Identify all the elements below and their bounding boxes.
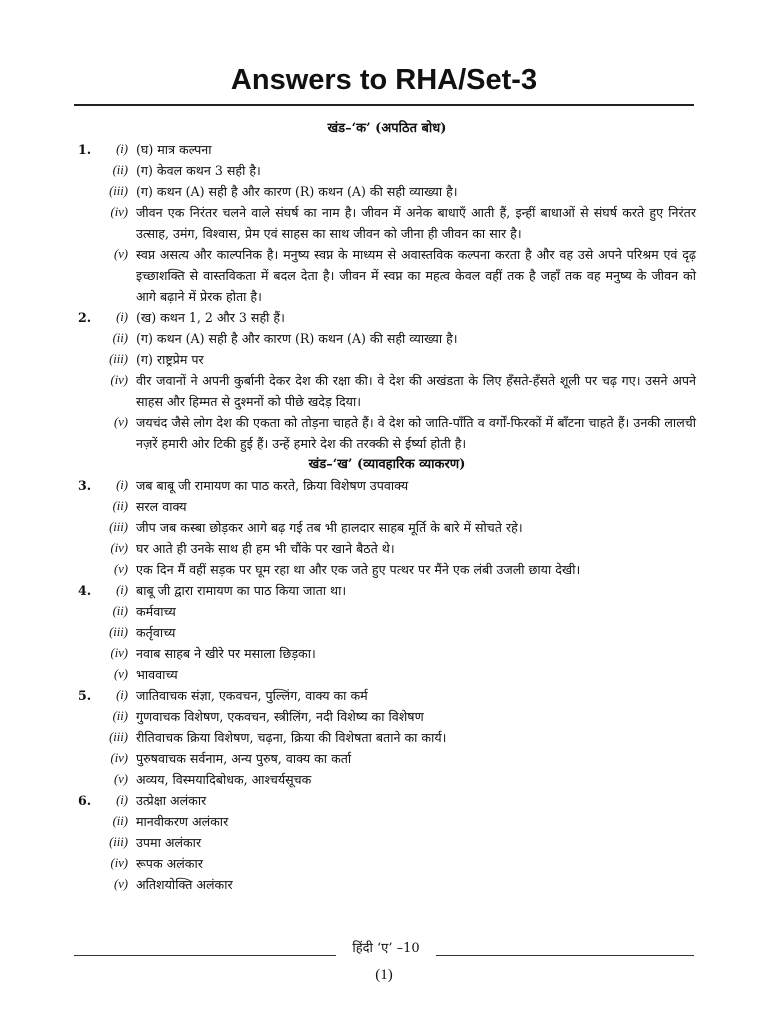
answer-item	[78, 559, 696, 580]
answer-item	[78, 328, 696, 349]
answer-number: (iv)	[110, 751, 128, 765]
answer-item	[78, 832, 696, 853]
question-number	[78, 748, 98, 769]
answer-item	[78, 685, 696, 706]
answer-text: जयचंद जैसे लोग देश की एकता को तोड़ना चाहते हैं। वे देश को जाति-पाँति व वर्गों-फिरकों में बाँटना चाहते हैं। उनकी लालची नज़रें हमारी ओर टिकी हुई हैं। उन्हें हमारे देश की तरक्की से ईर्ष्या होती है।	[136, 415, 696, 451]
question-number	[78, 811, 98, 832]
answer-number: (v)	[114, 667, 128, 681]
question-number	[78, 601, 98, 622]
answer-item	[78, 622, 696, 643]
answer-text: (घ) मात्र कल्पना	[136, 142, 212, 157]
footer-rule-right	[436, 955, 694, 956]
answer-number: (v)	[114, 772, 128, 786]
answer-item	[78, 139, 696, 160]
answer-text: अव्यय, विस्मयादिबोधक, आश्चर्यसूचक	[136, 772, 312, 787]
answer-text: जीप जब कस्बा छोड़कर आगे बढ़ गई तब भी हालदार साहब मूर्ति के बारे में सोचते रहे।	[136, 520, 523, 535]
answer-number: (i)	[116, 688, 128, 702]
answer-number: (i)	[116, 793, 128, 807]
page-number: (1)	[375, 967, 393, 983]
answer-text: (ख) कथन 1, 2 और 3 सही हैं।	[136, 310, 285, 325]
answer-number: (iv)	[110, 205, 128, 219]
footer-rule-left	[74, 955, 336, 956]
section-heading: खंड–‘ख’ (व्यावहारिक व्याकरण)	[308, 457, 466, 472]
question-number	[78, 517, 98, 538]
answer-item	[78, 748, 696, 769]
question-number	[78, 496, 98, 517]
answer-number: (ii)	[112, 331, 128, 345]
answer-item	[78, 349, 696, 370]
answer-text: घर आते ही उनके साथ ही हम भी चौंके पर खाने बैठते थे।	[136, 541, 395, 556]
answer-number: (iv)	[110, 373, 128, 387]
question-number	[78, 853, 98, 874]
answer-text: गुणवाचक विशेषण, एकवचन, स्त्रीलिंग, नदी विशेष्य का विशेषण	[136, 709, 424, 724]
answer-item	[78, 853, 696, 874]
answer-text: उत्प्रेक्षा अलंकार	[136, 793, 207, 808]
question-number	[78, 727, 98, 748]
question-number	[78, 559, 98, 580]
answer-text: रूपक अलंकार	[136, 856, 203, 871]
answer-number: (ii)	[112, 814, 128, 828]
answer-text: (ग) राष्ट्रप्रेम पर	[136, 352, 204, 367]
page-title: Answers to RHA/Set-3	[230, 64, 538, 96]
answer-number: (iii)	[109, 730, 128, 744]
question-number	[78, 622, 98, 643]
answer-text: बाबू जी द्वारा रामायण का पाठ किया जाता था।	[136, 583, 347, 598]
footer-label: हिंदी ‘ए’ –10	[352, 941, 420, 956]
answer-text: कर्तृवाच्य	[136, 625, 176, 640]
answer-text: भाववाच्य	[136, 667, 178, 682]
answer-item	[78, 811, 696, 832]
answer-text: नवाब साहब ने खीरे पर मसाला छिड़का।	[136, 646, 316, 661]
question-number: 3.	[78, 478, 92, 493]
answer-item	[78, 181, 696, 202]
question-number	[78, 412, 98, 454]
answer-text: मानवीकरण अलंकार	[136, 814, 229, 829]
answer-number: (i)	[116, 142, 128, 156]
answer-text: (ग) कथन (A) सही है और कारण (R) कथन (A) की सही व्याख्या है।	[136, 331, 458, 346]
answer-text: वीर जवानों ने अपनी कुर्बानी देकर देश की रक्षा की। वे देश की अखंडता के लिए हँसते-हँसते शूली पर चढ़ गए। उसने अपने साहस और हिम्मत से दुश्मनों को पीछे खदेड़ दिया।	[136, 373, 696, 409]
question-number	[78, 370, 98, 412]
answer-number: (v)	[114, 415, 128, 429]
answer-content	[78, 118, 696, 895]
question-number	[78, 349, 98, 370]
answer-item	[78, 244, 696, 307]
answer-item	[78, 496, 696, 517]
answer-text: एक दिन मैं वहीं सड़क पर घूम रहा था और एक जते हुए पत्थर पर मैंने एक लंबी उजली छाया देखी।	[136, 562, 581, 577]
section-heading: खंड–‘क’ (अपठित बोध)	[327, 121, 447, 136]
answer-number: (iv)	[110, 646, 128, 660]
answer-item	[78, 475, 696, 496]
question-number: 4.	[78, 583, 92, 598]
answer-item	[78, 580, 696, 601]
answer-number: (iii)	[109, 352, 128, 366]
answer-number: (ii)	[112, 163, 128, 177]
answer-text: कर्मवाच्य	[136, 604, 176, 619]
answer-number: (ii)	[112, 604, 128, 618]
answer-number: (iv)	[110, 541, 128, 555]
answer-text: जब बाबू जी रामायण का पाठ करते, क्रिया विशेषण उपवाक्य	[136, 478, 409, 493]
answer-text: जीवन एक निरंतर चलने वाले संघर्ष का नाम है। जीवन में अनेक बाधाएँ आती हैं, इन्हीं बाधाओं से संघर्ष करते हुए निरंतर उत्साह, उमंग, विश्वास, प्रेम एवं साहस का साथ जीवन को जीना ही जीवन का सार है।	[136, 205, 696, 241]
answer-text: उपमा अलंकार	[136, 835, 202, 850]
answer-number: (i)	[116, 478, 128, 492]
answer-item	[78, 769, 696, 790]
title-rule	[74, 104, 694, 106]
answer-item	[78, 517, 696, 538]
answer-text: सरल वाक्य	[136, 499, 187, 514]
question-number	[78, 643, 98, 664]
answer-item	[78, 643, 696, 664]
question-number	[78, 664, 98, 685]
question-number	[78, 769, 98, 790]
question-number	[78, 706, 98, 727]
answer-item	[78, 790, 696, 811]
answer-text: (ग) केवल कथन 3 सही है।	[136, 163, 261, 178]
answer-text: स्वप्न असत्य और काल्पनिक है। मनुष्य स्वप्न के माध्यम से अवास्तविक कल्पना करता है और वह उसे अपने परिश्रम एवं दृढ़ इच्छाशक्ति से वास्तविकता में बदल देता है। जीवन में स्वप्न का महत्व केवल वहीं तक है जहाँ तक वह मनुष्य के जीवन को आगे बढ़ाने में प्रेरक होता है।	[136, 247, 696, 304]
answer-item	[78, 370, 696, 412]
answer-text: रीतिवाचक क्रिया विशेषण, चढ़ना, क्रिया की विशेषता बताने का कार्य।	[136, 730, 447, 745]
answer-text: (ग) कथन (A) सही है और कारण (R) कथन (A) की सही व्याख्या है।	[136, 184, 458, 199]
answer-text: अतिशयोक्ति अलंकार	[136, 877, 233, 892]
answer-number: (v)	[114, 562, 128, 576]
answer-number: (ii)	[112, 499, 128, 513]
answer-number: (iii)	[109, 520, 128, 534]
question-number	[78, 874, 98, 895]
answer-item	[78, 664, 696, 685]
question-number: 5.	[78, 688, 92, 703]
question-number	[78, 832, 98, 853]
question-number	[78, 202, 98, 244]
answer-item	[78, 202, 696, 244]
answer-item	[78, 601, 696, 622]
question-number: 1.	[78, 142, 92, 157]
question-number	[78, 328, 98, 349]
answer-number: (iii)	[109, 184, 128, 198]
answer-text: जातिवाचक संज्ञा, एकवचन, पुल्लिंग, वाक्य का कर्म	[136, 688, 368, 703]
question-number: 2.	[78, 310, 92, 325]
answer-item	[78, 874, 696, 895]
answer-item	[78, 160, 696, 181]
question-number	[78, 181, 98, 202]
answer-number: (i)	[116, 310, 128, 324]
answer-item	[78, 706, 696, 727]
question-number	[78, 538, 98, 559]
answer-item	[78, 538, 696, 559]
question-number	[78, 244, 98, 307]
answer-number: (v)	[114, 247, 128, 261]
answer-number: (ii)	[112, 709, 128, 723]
question-number	[78, 160, 98, 181]
answer-number: (iii)	[109, 625, 128, 639]
answer-number: (iii)	[109, 835, 128, 849]
answer-number: (iv)	[110, 856, 128, 870]
answer-number: (v)	[114, 877, 128, 891]
answer-item	[78, 307, 696, 328]
question-number: 6.	[78, 793, 92, 808]
answer-number: (i)	[116, 583, 128, 597]
answer-item	[78, 412, 696, 454]
answer-item	[78, 727, 696, 748]
answer-text: पुरुषवाचक सर्वनाम, अन्य पुरुष, वाक्य का कर्ता	[136, 751, 352, 766]
